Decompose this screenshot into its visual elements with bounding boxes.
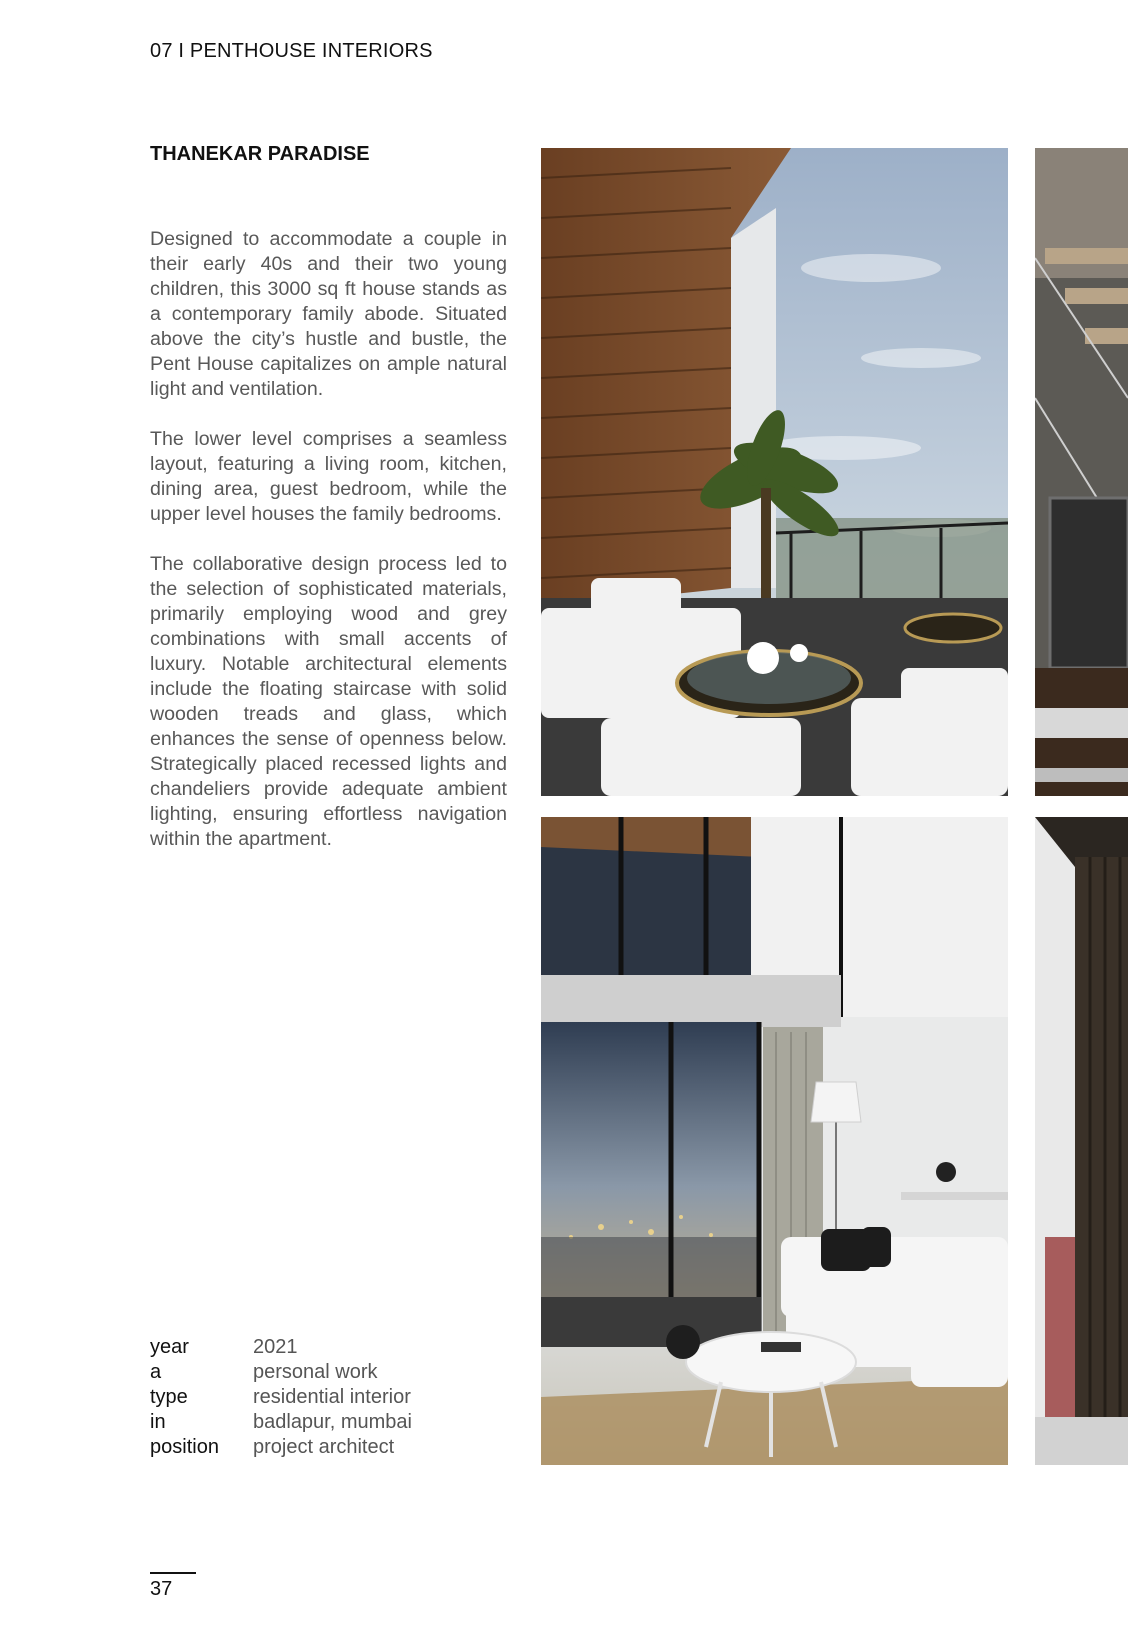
meta-row-a bbox=[150, 1360, 412, 1385]
meta-row-year bbox=[150, 1335, 412, 1360]
meta-row-position bbox=[150, 1435, 412, 1460]
balcony-lounge-render bbox=[541, 148, 1008, 796]
bedroom-render-cropped bbox=[1035, 817, 1128, 1465]
project-title: THANEKAR PARADISE bbox=[150, 143, 370, 165]
meta-key: type bbox=[150, 1386, 188, 1408]
meta-key: in bbox=[150, 1411, 166, 1433]
project-meta-table bbox=[150, 1335, 412, 1460]
meta-key: a bbox=[150, 1361, 162, 1383]
meta-value: 2021 bbox=[253, 1336, 298, 1358]
description-paragraph: The collaborative design process led to the selection of sophisticated materials, primarily employing wood and grey combinations with small accents of luxury. Notable architectural elements include the floating staircase with solid wooden treads and glass, which enhances the sense of openness below. Strategically placed recessed lights and chandeliers provide adequate ambient lighting, ensuring effortless navigation within the apartment. bbox=[150, 553, 507, 850]
meta-value: residential interior bbox=[253, 1386, 411, 1408]
description-paragraph: The lower level comprises a seamless layout, featuring a living room, kitchen, dining area, guest bedroom, while the upper level houses the family bedrooms. bbox=[150, 428, 507, 525]
staircase-render-cropped bbox=[1035, 148, 1128, 796]
living-room-render bbox=[541, 817, 1008, 1465]
meta-value: badlapur, mumbai bbox=[253, 1411, 412, 1433]
page-number-rule bbox=[150, 1572, 196, 1574]
page-number: 37 bbox=[150, 1578, 173, 1600]
project-description bbox=[150, 227, 507, 877]
meta-row-type bbox=[150, 1385, 412, 1410]
meta-value: personal work bbox=[253, 1361, 378, 1383]
description-paragraph: Designed to accommodate a couple in their early 40s and their two young children, this 3000 sq ft house stands as a contemporary family abode. Situated above the city’s hustle and bustle, the Pent House capitalizes on ample natural light and ventilation. bbox=[150, 228, 507, 400]
meta-key: position bbox=[150, 1436, 219, 1458]
meta-key: year bbox=[150, 1336, 189, 1358]
section-header: 07 I PENTHOUSE INTERIORS bbox=[150, 40, 433, 62]
meta-row-in bbox=[150, 1410, 412, 1435]
meta-value: project architect bbox=[253, 1436, 395, 1458]
